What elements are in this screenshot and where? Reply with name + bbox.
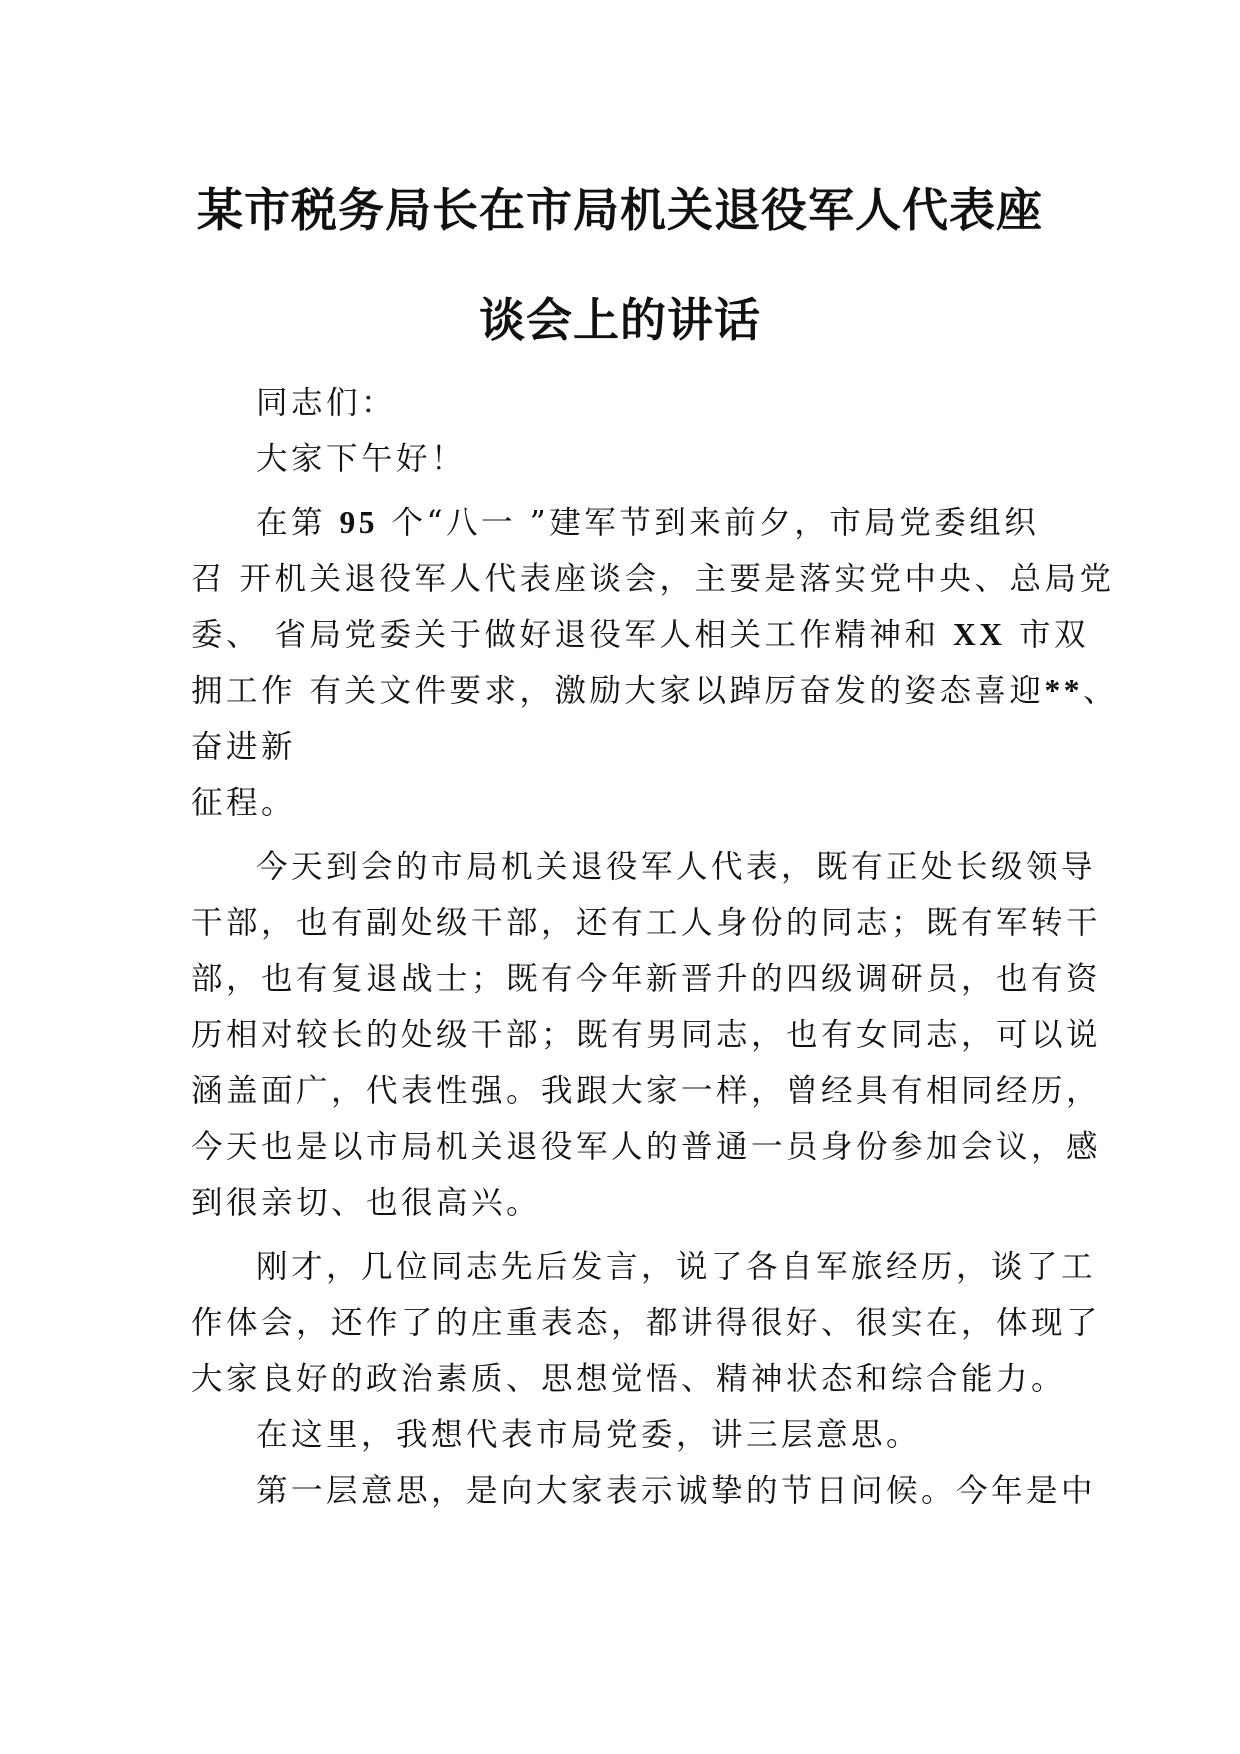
text-span: 个“八一 ”建军节到来前夕，市局党委组织 bbox=[378, 505, 1040, 541]
paragraph-1-line-2: 召 开机关退役军人代表座谈会，主要是落实党中央、总局党 bbox=[191, 561, 1115, 597]
document-title-line-2: 谈会上的讲话 bbox=[479, 293, 761, 347]
paragraph-2-line-4: 历相对较长的处级干部；既有男同志，也有女同志，可以说 bbox=[191, 1017, 1102, 1053]
paragraph-1-line-3 bbox=[191, 607, 1090, 663]
text-span-bold: XX bbox=[953, 617, 1006, 652]
text-span: 在第 bbox=[256, 505, 340, 541]
text-span: 拥工作 有关文件要求，激励大家以踔厉奋发的姿态喜迎 bbox=[191, 673, 1045, 709]
text-span: 、 bbox=[1083, 673, 1119, 709]
paragraph-3-line-1: 刚才，几位同志先后发言，说了各自军旅经历，谈了工 bbox=[256, 1249, 1097, 1285]
paragraph-1-line-1 bbox=[191, 495, 1051, 551]
paragraph-1-line-4 bbox=[191, 663, 1119, 719]
paragraph-5-line-1: 第一层意思，是向大家表示诚挚的节日问候。今年是中 bbox=[256, 1473, 1097, 1509]
document-title-line-1: 某市税务局长在市局机关退役军人代表座 bbox=[197, 183, 1043, 237]
paragraph-2-line-6: 今天也是以市局机关退役军人的普通一员身份参加会议，感 bbox=[191, 1129, 1102, 1165]
paragraph-2-line-7: 到很亲切、也很高兴。 bbox=[191, 1185, 542, 1221]
paragraph-2-line-2: 干部，也有副处级干部，还有工人身份的同志；既有军转干 bbox=[191, 905, 1102, 941]
paragraph-1-line-6: 征程。 bbox=[191, 785, 297, 821]
text-span: 委、 省局党委关于做好退役军人相关工作精神和 bbox=[191, 617, 954, 653]
text-span: 市双 bbox=[1005, 617, 1090, 653]
paragraph-2-line-1: 今天到会的市局机关退役军人代表，既有正处长级领导 bbox=[256, 849, 1097, 885]
text-span-bold: 95 bbox=[339, 505, 379, 540]
paragraph-3-line-2: 作体会，还作了的庄重表态，都讲得很好、很实在，体现了 bbox=[191, 1305, 1102, 1341]
greeting: 大家下午好！ bbox=[256, 441, 467, 477]
salutation: 同志们： bbox=[256, 385, 397, 421]
paragraph-3-line-3: 大家良好的政治素质、思想觉悟、精神状态和综合能力。 bbox=[191, 1361, 1067, 1397]
paragraph-4-line-1: 在这里，我想代表市局党委，讲三层意思。 bbox=[256, 1417, 922, 1453]
paragraph-2-line-5: 涵盖面广，代表性强。我跟大家一样，曾经具有相同经历， bbox=[191, 1073, 1102, 1109]
paragraph-2-line-3: 部，也有复退战士；既有今年新晋升的四级调研员，也有资 bbox=[191, 961, 1102, 997]
paragraph-1-line-5: 奋进新 bbox=[191, 729, 297, 765]
document-body bbox=[191, 375, 1119, 1519]
text-span-bold: ** bbox=[1044, 673, 1084, 708]
